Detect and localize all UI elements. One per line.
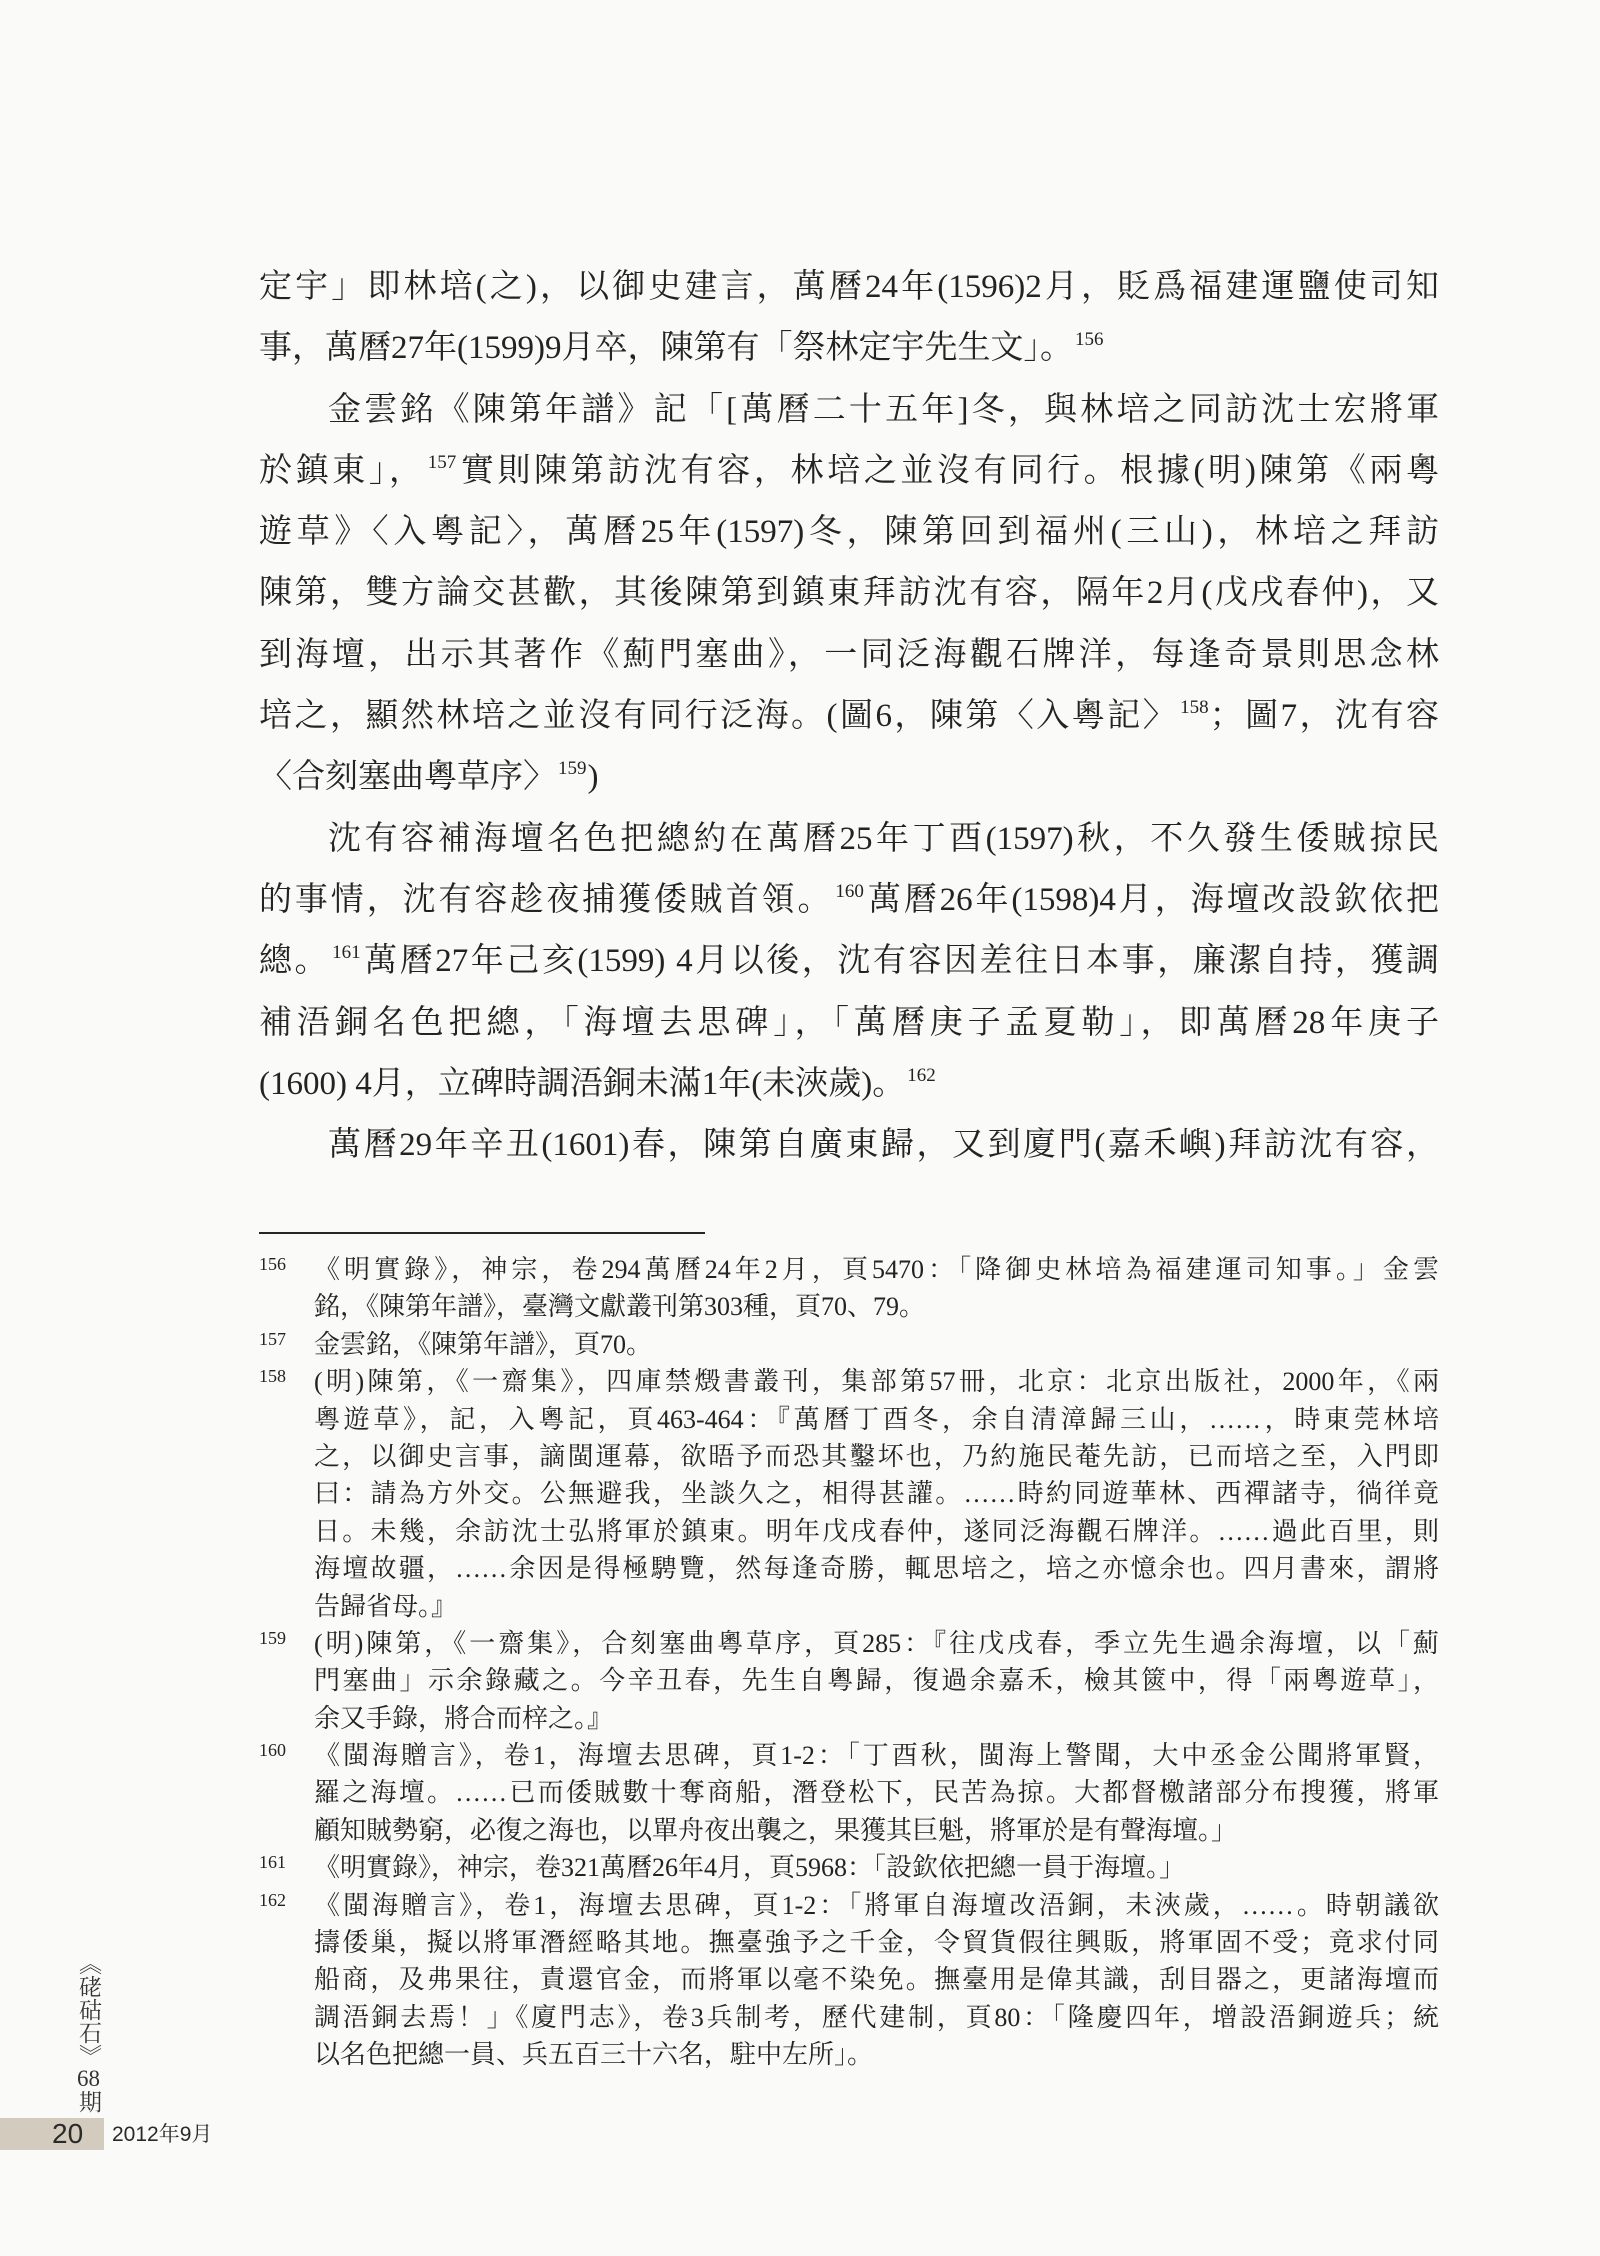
body-line: 到海壇，出示其著作《薊門塞曲》，一同泛海觀石牌洋，每逢奇景則思念林 xyxy=(259,636,1439,673)
footnote-number: 159 xyxy=(259,1627,286,1648)
footnote-line: 告歸省母。』 xyxy=(314,1591,458,1621)
footnote-ref-marker: 159 xyxy=(558,758,587,780)
footnote-number: 157 xyxy=(259,1328,286,1349)
footnote-text xyxy=(314,1887,1439,2074)
body-line xyxy=(259,686,1439,747)
body-line-text: 事，萬曆27年(1599)9月卒，陳第有「祭林定宇先生文」。 xyxy=(259,330,1073,367)
footnote-line: 銘，《陳第年譜》，臺灣文獻叢刊第303種，頁70、79。 xyxy=(314,1292,926,1322)
footnote-ref-marker: 156 xyxy=(1074,329,1104,351)
footnote-line: 金雲銘，《陳第年譜》，頁70。 xyxy=(314,1329,653,1359)
footnote-divider xyxy=(259,1232,705,1234)
issue-number: 68 xyxy=(77,2067,100,2090)
body-line-text: 萬曆27年己亥(1599) 4月以後，沈有容因差往日本事，廉潔自持，獲調 xyxy=(361,943,1440,980)
footnote-number: 156 xyxy=(259,1254,286,1274)
body-line-text: 培之，顯然林培之並沒有同行泛海。(圖6，陳第〈入粵記〉 xyxy=(259,698,1179,735)
footnote-ref-marker: 161 xyxy=(332,942,361,964)
page-number: 20 xyxy=(52,2118,84,2149)
body-line-text: ) xyxy=(587,759,599,796)
footnote-line: 門塞曲」示余錄藏之。今辛丑春，先生自粵歸，復過余嘉禾，檢其篋中，得「兩粵遊草」， xyxy=(314,1666,1439,1696)
paragraph xyxy=(259,1115,1439,1176)
footnote xyxy=(259,1849,1439,1886)
footnote-text xyxy=(314,1326,1439,1363)
body-line: 定宇」即林培(之)，以御史建言，萬曆24年(1596)2月，貶爲福建運鹽使司知 xyxy=(259,269,1439,305)
body-line-text: 於鎮東」， xyxy=(259,452,426,489)
body-line: 補浯銅名色把總，「海壇去思碑」，「萬曆庚子孟夏勒」，即萬曆28年庚子 xyxy=(259,1004,1439,1041)
body-line: 陳第，雙方論交甚歡，其後陳第到鎮東拜訪沈有容，隔年2月(戊戌春仲)，又 xyxy=(259,575,1439,612)
body-line xyxy=(259,1054,1439,1115)
footnote-line: 羅之海壇。……已而倭賊數十奪商船，潛登松下，民苦為掠。大都督檄諸部分布搜獲，將軍 xyxy=(314,1778,1439,1808)
body-line xyxy=(259,318,1439,379)
body-line xyxy=(259,441,1439,502)
footnote-number: 160 xyxy=(259,1740,286,1761)
footnotes xyxy=(259,1251,1439,2074)
footnote-line: 《閩海贈言》，卷1，海壇去思碑，頁1-2：「丁酉秋，閩海上警聞，大中丞金公聞將軍賢， xyxy=(314,1741,1439,1771)
footnote-text xyxy=(314,1363,1439,1625)
footnote-line: 調浯銅去焉！」《廈門志》，卷3兵制考，歷代建制，頁80：「隆慶四年，增設浯銅遊兵；統 xyxy=(314,2002,1439,2032)
footnote-ref-marker: 162 xyxy=(907,1064,936,1086)
journal-title-vertical xyxy=(74,1952,102,2113)
issue-date: 2012年9月 xyxy=(112,2123,213,2146)
paragraph xyxy=(259,380,1439,809)
footnote-line: 海壇故疆，……余因是得極騁覽，然每逢奇勝，輒思培之，培之亦憶余也。四月書來，謂將 xyxy=(314,1554,1439,1584)
footnote-text xyxy=(314,1849,1439,1886)
footnote xyxy=(259,1625,1439,1737)
footnote-ref-marker: 157 xyxy=(427,451,457,473)
footnote-line: 《閩海贈言》，卷1，海壇去思碑，頁1-2：「將軍自海壇改浯銅，未浹歲，……。時朝議欲 xyxy=(314,1890,1439,1920)
article-body xyxy=(259,257,1439,1176)
body-line-text: 〈合刻塞曲粵草序〉 xyxy=(259,759,556,796)
footnote-ref-marker: 158 xyxy=(1180,697,1209,719)
body-line-text: (1600) 4月，立碑時調浯銅未滿1年(未浹歲)。 xyxy=(259,1065,906,1102)
footnote-line: 《明實錄》，神宗，卷294萬曆24年2月，頁5470：「降御史林培為福建運司知事。」金雲 xyxy=(314,1255,1439,1284)
footnote-text xyxy=(314,1251,1439,1326)
body-line-text: 的事情，沈有容趁夜捕獲倭賊首領。 xyxy=(259,881,834,918)
body-line xyxy=(259,870,1439,931)
body-line xyxy=(259,747,1439,808)
footnote-text xyxy=(314,1737,1439,1849)
body-line-text: ；圖7，沈有容 xyxy=(1209,698,1439,735)
footnote-line: (明)陳第，《一齋集》，合刻塞曲粵草序，頁285：『往戊戌春，季立先生過余海壇，以「薊 xyxy=(314,1628,1439,1658)
footnote-line: 日。未幾，余訪沈士弘將軍於鎮東。明年戊戌春仲，遂同泛海觀石牌洋。……過此百里，則 xyxy=(314,1516,1439,1546)
footnote-line: 《明實錄》，神宗，卷321萬曆26年4月，頁5968：「設欽依把總一員于海壇。」 xyxy=(314,1853,1186,1883)
footnote-line: 余又手錄，將合而梓之。』 xyxy=(314,1703,614,1733)
body-line: 金雲銘《陳第年譜》記「[萬曆二十五年]冬，與林培之同訪沈士宏將軍 xyxy=(328,391,1439,428)
footnote xyxy=(259,1887,1439,2074)
footnote-number: 162 xyxy=(259,1889,286,1910)
body-line-text: 總。 xyxy=(259,943,331,980)
issue-unit: 期 xyxy=(76,2090,101,2113)
footnote-ref-marker: 160 xyxy=(835,880,864,902)
footnote-number: 161 xyxy=(259,1852,286,1873)
footnote-line: 擣倭巢，擬以將軍潛經略其地。撫臺強予之千金，令貿貨假往興販，將軍固不受；竟求付同 xyxy=(314,1928,1439,1958)
footnote-line: 顧知賊勢窮，必復之海也，以單舟夜出襲之，果獲其巨魁，將軍於是有聲海壇。」 xyxy=(314,1815,1238,1845)
footnote-line: (明)陳第，《一齋集》，四庫禁燬書叢刊，集部第57冊，北京：北京出版社，2000年，《兩 xyxy=(314,1367,1439,1397)
footnote-line: 粵遊草》，記，入粵記，頁463-464：『萬曆丁酉冬，余自清漳歸三山，……，時東莞林培 xyxy=(314,1404,1439,1434)
footnote xyxy=(259,1363,1439,1625)
footnote-text xyxy=(314,1625,1439,1737)
journal-title: 《硓𥑮石》 xyxy=(76,1952,101,2067)
footnote xyxy=(259,1737,1439,1849)
body-line-text: 實則陳第訪沈有容，林培之並沒有同行。根據(明)陳第《兩粵 xyxy=(457,452,1439,489)
body-line: 沈有容補海壇名色把總約在萬曆25年丁酉(1597)秋，不久發生倭賊掠民 xyxy=(328,820,1439,857)
body-line xyxy=(259,931,1439,992)
paragraph xyxy=(259,809,1439,1115)
body-line-text: 萬曆26年(1598)4月，海壇改設欽依把 xyxy=(864,881,1440,918)
footnote-line: 船商，及弗果往，責還官金，而將軍以毫不染免。撫臺用是偉其識，刮目器之，更諸海壇而 xyxy=(314,1965,1439,1995)
footnote xyxy=(259,1251,1439,1326)
footnote xyxy=(259,1326,1439,1363)
body-line: 萬曆29年辛丑(1601)春，陳第自廣東歸，又到廈門(嘉禾嶼)拜訪沈有容， xyxy=(328,1127,1439,1164)
footnote-line: 之，以御史言事，謫閩運幕，欲晤予而恐其鑿坏也，乃約施民菴先訪，已而培之至，入門即 xyxy=(314,1441,1439,1471)
body-line: 遊草》〈入粵記〉，萬曆25年(1597)冬，陳第回到福州(三山)，林培之拜訪 xyxy=(259,514,1439,551)
paragraph xyxy=(259,257,1439,380)
footnote-line: 以名色把總一員、兵五百三十六名，駐中左所」。 xyxy=(314,2040,874,2070)
footnote-line: 曰：請為方外交。公無避我，坐談久之，相得甚讙。……時約同遊華林、西禪諸寺，徜徉竟 xyxy=(314,1479,1439,1509)
footnote-number: 158 xyxy=(259,1366,286,1387)
